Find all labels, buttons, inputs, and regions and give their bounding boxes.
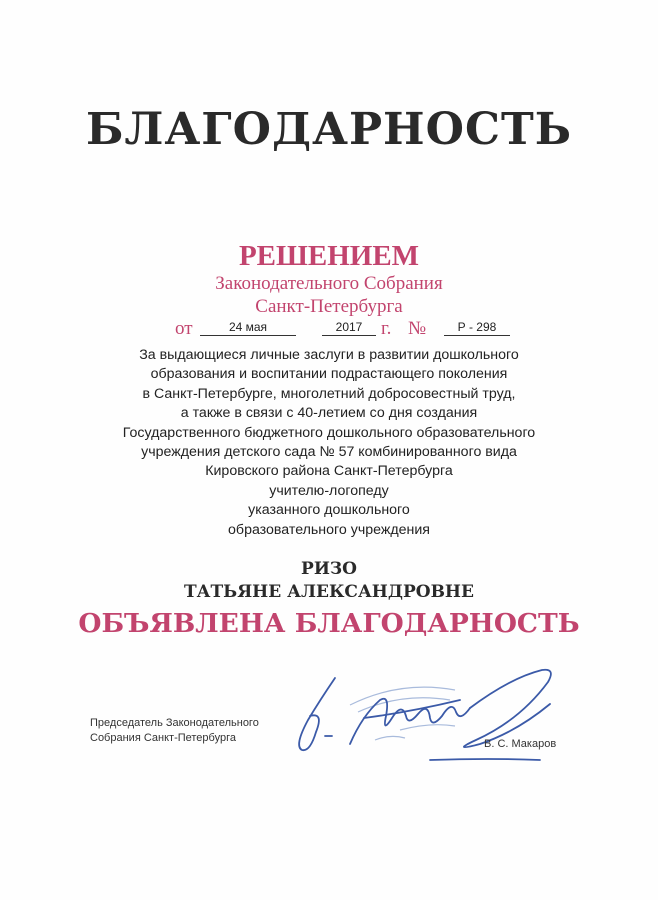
document-number: Р - 298 xyxy=(444,320,510,336)
citation-line: Государственного бюджетного дошкольного образовательного xyxy=(122,424,536,441)
certificate-title: БЛАГОДАРНОСТЬ xyxy=(85,104,573,155)
signer-title-line-2: Собрания Санкт-Петербурга xyxy=(90,731,236,744)
date-prefix: от xyxy=(175,318,193,339)
citation-line: За выдающиеся личные заслуги в развитии дошкольного xyxy=(139,347,519,363)
issuer-line-2: Санкт-Петербурга xyxy=(255,296,403,317)
number-sign: № xyxy=(408,318,427,339)
signature-with-seal xyxy=(280,660,570,780)
announcement: ОБЪЯВЛЕНА БЛАГОДАРНОСТЬ xyxy=(78,608,580,639)
citation-line: а также в связи с 40-летием со дня создания xyxy=(180,405,478,422)
citation-text xyxy=(0,346,658,540)
citation-line: учителю-логопеду xyxy=(269,482,389,499)
date-year: 2017 xyxy=(322,320,376,336)
signer-name: В. С. Макаров xyxy=(484,738,557,750)
decision-heading: РЕШЕНИЕМ xyxy=(238,240,420,272)
year-suffix: г. xyxy=(381,318,392,339)
citation-line: образовательного учреждения xyxy=(228,521,430,538)
citation-line: Кировского района Санкт-Петербурга xyxy=(205,463,453,480)
issuer-line-1: Законодательного Собрания xyxy=(215,273,443,294)
recipient-name: ТАТЬЯНЕ АЛЕКСАНДРОВНЕ xyxy=(184,582,474,602)
signer-title xyxy=(90,716,259,745)
recipient-surname: РИЗО xyxy=(301,559,357,579)
signer-title-line-1: Председатель Законодательного xyxy=(90,717,259,729)
date-line xyxy=(0,318,658,342)
citation-line: в Санкт-Петербурге, многолетний добросовестный труд, xyxy=(142,385,516,402)
citation-line: образования и воспитании подрастающего поколения xyxy=(150,366,508,383)
citation-line: указанного дошкольного xyxy=(248,502,410,519)
date-day-month: 24 мая xyxy=(200,320,296,336)
seal-stamp xyxy=(350,687,455,740)
citation-line: учреждения детского сада № 57 комбинированного вида xyxy=(141,444,517,461)
